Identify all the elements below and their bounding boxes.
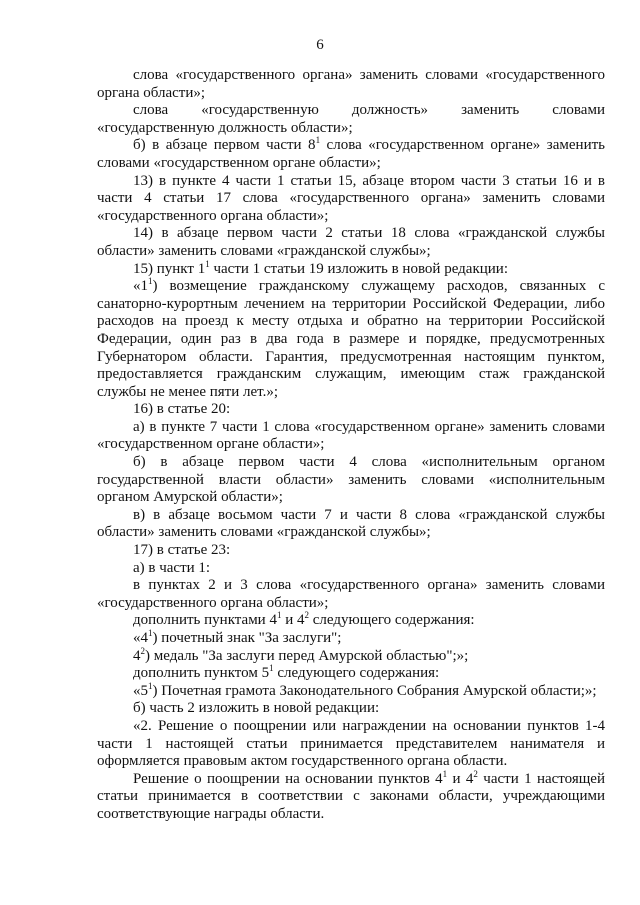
text-segment: ) возмещение гражданскому служащему расходов, связанных с санаторно-курортным лечением на территории Российской Федерации, либо расходов на проезд к месту отдыха и обратно на территории Российской Федерации, один раз в два года в размере и порядке, предусмотренных Губернатором области. Гарантия, предусмотренная настоящим пунктом, предоставляется гражданским служащим, имеющим стаж гражданской службы не менее пяти лет.»; [97, 278, 605, 400]
superscript: 2 [473, 768, 478, 779]
paragraph: в пунктах 2 и 3 слова «государственного органа» заменить словами «государственного органа области»; [97, 577, 605, 611]
text-segment: следующего содержания: [273, 665, 440, 682]
superscript: 2 [140, 645, 145, 656]
paragraph [97, 768, 605, 824]
superscript: 1 [148, 680, 153, 691]
text-segment: 4 [133, 647, 141, 664]
superscript: 1 [315, 135, 321, 146]
text-segment: Решение о поощрении на основании пунктов 4 [133, 770, 443, 787]
text-segment: «4 [133, 630, 148, 646]
paragraph: в) в абзаце восьмом части 7 и части 8 слова «гражданской службы области» заменить словами «гражданской службы»; [97, 506, 605, 541]
text-segment: следующего содержания: [309, 612, 475, 629]
paragraph: 17) в статье 23: [133, 542, 231, 559]
text-segment: 15) пункт 1 [133, 260, 206, 277]
paragraph [97, 665, 605, 683]
superscript: 1 [442, 768, 448, 779]
text-segment: б) в абзаце первом части 8 [133, 137, 316, 154]
paragraph [97, 137, 605, 172]
paragraph: а) в пункте 7 части 1 слова «государственном органе» заменить словами «государственном органе области»; [97, 418, 605, 453]
paragraph: а) в части 1: [133, 559, 211, 576]
superscript: 1 [269, 663, 274, 674]
text-segment: и 4 [447, 770, 474, 787]
document-body [97, 67, 605, 824]
superscript: 1 [205, 258, 210, 269]
text-segment: «1 [133, 278, 148, 295]
paragraph [97, 645, 605, 666]
paragraph: слова «государственного органа» заменить словами «государственного органа области»; [97, 67, 605, 101]
text-segment: ) почетный знак "За заслуги"; [152, 630, 342, 646]
paragraph: 16) в статье 20: [133, 401, 231, 418]
text-segment: и 4 [281, 612, 305, 629]
text-segment: слова «государственном органе» заменить словами «государственном органе области»; [97, 137, 605, 171]
paragraph-line: «государственную должность области»; [97, 119, 353, 136]
paragraph: 13) в пункте 4 части 1 статьи 15, абзаце втором части 3 статьи 16 и в части 4 статьи 17 слова «государственного органа» заменить словами «государственного органа области»; [97, 172, 605, 224]
text-segment: части 1 настоящей статьи принимается в соответствии с законами области, учреждающими соответствующие награды области. [97, 770, 605, 822]
superscript: 1 [148, 276, 153, 287]
superscript: 1 [148, 628, 153, 638]
text-segment: дополнить пунктом 5 [133, 665, 270, 682]
text-segment: дополнить пунктами 4 [133, 612, 277, 629]
paragraph [97, 630, 605, 648]
paragraph: «2. Решение о поощрении или награждении на основании пунктов 1-4 части 1 настоящей статьи принимается представителем нанимателя и оформляется правовым актом государственного органа области. [97, 717, 605, 770]
paragraph [97, 278, 605, 401]
paragraph [97, 612, 605, 630]
superscript: 2 [304, 610, 309, 621]
text-segment: «5 [133, 682, 148, 699]
paragraph: б) в абзаце первом части 4 слова «исполнительным органом государственной власти области» заменить словами «исполнительным органом Амурской области»; [97, 454, 605, 506]
text-segment: ) Почетная грамота Законодательного Собрания Амурской области;»; [152, 682, 597, 699]
paragraph: 14) в абзаце первом части 2 статьи 18 слова «гражданской службы области» заменить словами «гражданской службы»; [97, 225, 605, 259]
page-number: 6 [316, 37, 324, 53]
paragraph-line: слова «государственную должность» заменить словами [133, 102, 605, 119]
paragraph [97, 680, 605, 701]
superscript: 1 [276, 610, 282, 621]
text-segment: ) медаль "За заслуги перед Амурской областью";»; [145, 647, 469, 664]
text-segment: части 1 статьи 19 изложить в новой редакции: [209, 260, 508, 277]
paragraph: б) часть 2 изложить в новой редакции: [133, 700, 380, 717]
paragraph [97, 258, 605, 279]
